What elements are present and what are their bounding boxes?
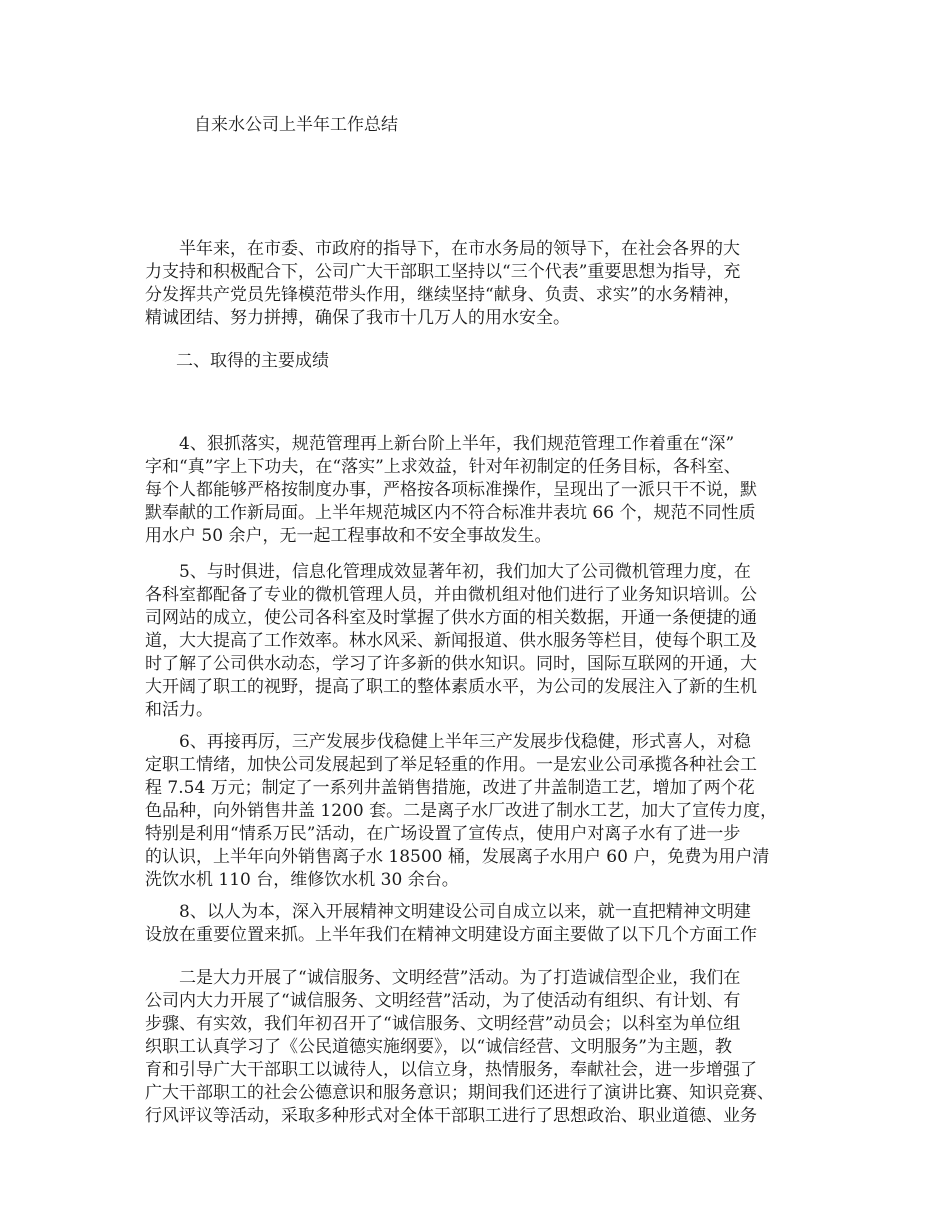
text-line: 时了解了公司供水动态，学习了许多新的供水知识。同时，国际互联网的开通，大: [145, 654, 757, 674]
text-line: 的认识，上半年向外销售离子水 18500 桶，发展离子水用户 60 户，免费为用户清: [145, 847, 770, 867]
text-line: 4、狠抓落实，规范管理再上新台阶上半年，我们规范管理工作着重在“深”: [145, 434, 735, 454]
text-line: 程 7.54 万元；制定了一系列井盖销售措施，改进了井盖制造工艺，增加了两个花: [145, 778, 755, 798]
text-line: 司网站的成立，使公司各科室及时掌握了供水方面的相关数据，开通一条便捷的通: [145, 608, 757, 628]
text-line: 行风评议等活动，采取多种形式对全体干部职工进行了思想政治、职业道德、业务: [145, 1106, 757, 1126]
text-line: 默奉献的工作新局面。上半年规范城区内不符合标准井表坑 66 个，规范不同性质: [145, 503, 756, 523]
text-line: 5、与时俱进，信息化管理成效显著年初，我们加大了公司微机管理力度，在: [145, 562, 751, 582]
text-line: 6、再接再厉，三产发展步伐稳健上半年三产发展步伐稳健，形式喜人，对稳: [145, 732, 751, 752]
text-line: 织职工认真学习了《公民道德实施纲要》，以“诚信经营、文明服务”为主题，教: [145, 1037, 732, 1057]
text-line: 力支持和积极配合下，公司广大干部职工坚持以“三个代表”重要思想为指导，充: [145, 262, 741, 282]
paragraph-8: [145, 901, 825, 947]
text-line: 育和引导广大干部职工以诚待人，以信立身，热情服务，奉献社会，进一步增强了: [145, 1060, 757, 1080]
text-line: 广大干部职工的社会公德意识和服务意识；期间我们还进行了演讲比赛、知识竞赛、: [145, 1083, 774, 1103]
text-line: 分发挥共产党员先锋模范带头作用，继续坚持“献身、负责、求实”的水务精神，: [145, 285, 741, 305]
paragraph-5: [145, 561, 825, 722]
text-line: 二是大力开展了“诚信服务、文明经营”活动。为了打造诚信型企业，我们在: [145, 968, 741, 988]
text-line: 定职工情绪，加快公司发展起到了举足轻重的作用。一是宏业公司承揽各种社会工: [145, 755, 757, 775]
text-line: 和活力。: [145, 700, 213, 720]
text-line: 大开阔了职工的视野，提高了职工的整体素质水平，为公司的发展注入了新的生机: [145, 677, 757, 697]
paragraph-4: [145, 433, 825, 548]
text-line: 各科室都配备了专业的微机管理人员，并由微机组对他们进行了业务知识培训。公: [145, 585, 757, 605]
paragraph-6: [145, 731, 825, 892]
text-line: 半年来，在市委、市政府的指导下，在市水务局的领导下，在社会各界的大: [145, 239, 740, 259]
text-line: 洗饮水机 110 台，维修饮水机 30 余台。: [145, 870, 459, 890]
text-line: 色品种，向外销售井盖 1200 套。二是离子水厂改进了制水工艺，加大了宣传力度，: [145, 801, 778, 821]
text-line: 设放在重要位置来抓。上半年我们在精神文明建设方面主要做了以下几个方面工作: [145, 925, 757, 945]
text-line: 公司内大力开展了“诚信服务、文明经营”活动，为了使活动有组织、有计划、有: [145, 991, 741, 1011]
section-heading: 二、取得的主要成绩: [176, 351, 329, 371]
text-line: 字和“真”字上下功夫，在“落实”上求效益，针对年初制定的任务目标，各科室、: [145, 457, 741, 477]
text-line: 每个人都能够严格按制度办事，严格按各项标准操作，呈现出了一派只干不说，默: [145, 480, 757, 500]
text-line: 精诚团结、努力拼搏，确保了我市十几万人的用水安全。: [145, 308, 570, 328]
text-line: 步骤、有实效，我们年初召开了“诚信服务、文明经营”动员会；以科室为单位组: [145, 1014, 741, 1034]
paragraph-integrity-campaign: [145, 967, 825, 1128]
text-line: 特别是利用“情系万民”活动，在广场设置了宣传点，使用户对离子水有了进一步: [145, 824, 741, 844]
text-line: 8、以人为本，深入开展精神文明建设公司自成立以来，就一直把精神文明建: [145, 902, 751, 922]
document-title: 自来水公司上半年工作总结: [194, 115, 398, 135]
text-line: 道，大大提高了工作效率。林水风采、新闻报道、供水服务等栏目，使每个职工及: [145, 631, 757, 651]
intro-paragraph: [145, 238, 825, 330]
text-line: 用水户 50 余户，无一起工程事故和不安全事故发生。: [145, 526, 552, 546]
